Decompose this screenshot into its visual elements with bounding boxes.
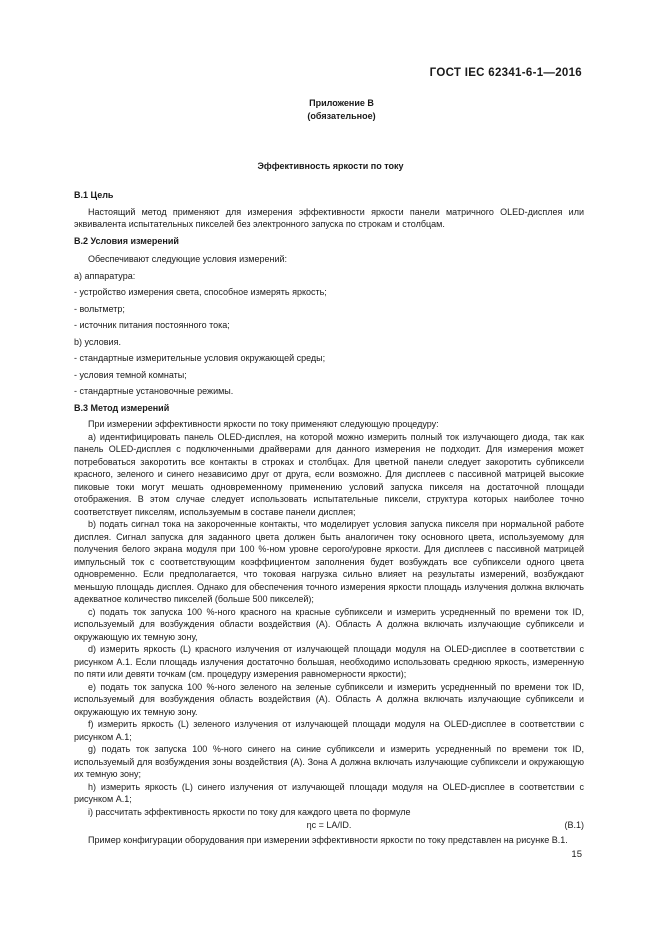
list-item: - источник питания постоянного тока; — [74, 320, 230, 330]
procedure-step-c: c) подать ток запуска 100 %-ного красного на красные субпиксели и измерить усредненный по времени ток ID, используемый для возбуждения области воздействия (А). Область А должна включать излучающие субпиксели и окружающую их темную зону, — [74, 606, 584, 642]
section-b1-text: Настоящий метод применяют для измерения эффективности яркости панели матричного OLED-дисплея или эквивалента испытательных пикселей без электронного запуска по строкам и столбцам. — [74, 206, 584, 229]
procedure-step-h: h) измерить яркость (L) синего излучения от излучающей площади модуля на OLED-дисплее в соответствии с рисунком А.1; — [74, 781, 584, 804]
section-b3-intro: При измерении эффективности яркости по току применяют следующую процедуру: — [88, 419, 439, 429]
list-item: b) условия. — [74, 336, 121, 347]
formula-number: (B.1) — [564, 820, 584, 830]
procedure-step-f: f) измерить яркость (L) зеленого излучения от излучающей площади модуля на OLED-дисплее в соответствии с рисунком А.1; — [74, 719, 584, 742]
list-item: - устройство измерения света, способное измерять яркость; — [74, 287, 327, 297]
section-b2-heading: B.2 Условия измерений — [74, 235, 179, 246]
document-title: Эффективность яркости по току — [257, 161, 404, 171]
formula-b1: ηc = LA/ID. — [306, 820, 352, 830]
section-b3-heading: B.3 Метод измерений — [74, 402, 170, 413]
formula-row — [74, 819, 584, 834]
section-b2-intro: Обеспечивают следующие условия измерений: — [88, 254, 288, 264]
procedure-step-d: d) измерить яркость (L) красного излучения от излучающей площади модуля на OLED-дисплее в соответствии с рисунком А.1. Если площадь излучения достаточно большая, необходимо использовать среднюю яркость, измеренную по пяти или девяти точкам (см. процедуру измерения равномерности яркости); — [74, 644, 584, 679]
annex-status: (обязательное) — [307, 111, 376, 121]
procedure-step-e: e) подать ток запуска 100 %-ного зеленого на зеленые субпиксели и измерить усредненный по времени ток ID, используемый для возбуждения область воздействия (А). Область А должна включать излучающие субпиксели и окружающую их темную зону. — [74, 681, 584, 717]
list-item: - вольтметр; — [74, 303, 125, 314]
section-b1-heading: B.1 Цель — [74, 190, 114, 200]
procedure-step-b: b) подать сигнал тока на закороченные контакты, что моделирует условия запуска пикселя при нормальной работе дисплея. Сигнал запуска для заданного цвета должен быть аналогичен току основного цвета, используемому для получения белого экрана модуля при 100 %-ном уровне серого/уровне яркости. Для дисплеев с пассивной матрицей импульсный ток с соответствующим коэффициентом заполнения будет возбуждать все субпиксели одного цвета одновременно. Если предполагается, что токовая нагрузка сильно влияет на результаты измерений, возбуждают меньшую площадь дисплея. Однако для обеспечения точного измерения яркости площадь излучения должна включать адекватное количество пикселей (больше 500 пикселей); — [74, 519, 584, 604]
procedure-step-a: a) идентифицировать панель OLED-дисплея, на которой можно измерить полный ток излучающего диода, так как панель OLED-дисплея с подключенными драйверами для данного измерения не подходит. Для измерения может потребоваться закоротить все контакты в строках и столбцах. Для цветной панели следует закоротить субпиксели красного, зеленого и синего независимо друг от друга, если возможно. Для дисплеев с пассивной матрицей высокие пиковые токи могут мешать одновременному применению условий запуска пикселя на достаточной площади отображения. В этом случае следует использовать испытательные пиксели, структура которых наиболее точно соответствует пикселям, используемым в составе панели дисплея; — [74, 431, 584, 517]
list-item: - стандартные измерительные условия окружающей среды; — [74, 353, 326, 363]
document-body — [74, 189, 584, 847]
list-item: - условия темной комнаты; — [74, 369, 187, 380]
list-item: a) аппаратура: — [74, 270, 136, 281]
procedure-step-i: i) рассчитать эффективность яркости по току для каждого цвета по формуле — [88, 806, 411, 817]
list-item: - стандартные установочные режимы. — [74, 386, 234, 396]
closing-paragraph: Пример конфигурации оборудования при измерении эффективности яркости по току представлен на рисунке В.1. — [88, 835, 568, 845]
annex-title: Приложение В — [309, 98, 374, 108]
annex-header — [0, 97, 661, 123]
standard-number: ГОСТ IEC 62341-6-1—2016 — [429, 67, 582, 79]
procedure-step-g: g) подать ток запуска 100 %-ного синего на синие субпиксели и измерить усредненный по времени ток ID, используемый для возбуждения зоны воздействия (А). Зона А должна включать излучающие субпиксели и окружающую их темную зону; — [74, 744, 584, 779]
page-number: 15 — [571, 849, 582, 860]
